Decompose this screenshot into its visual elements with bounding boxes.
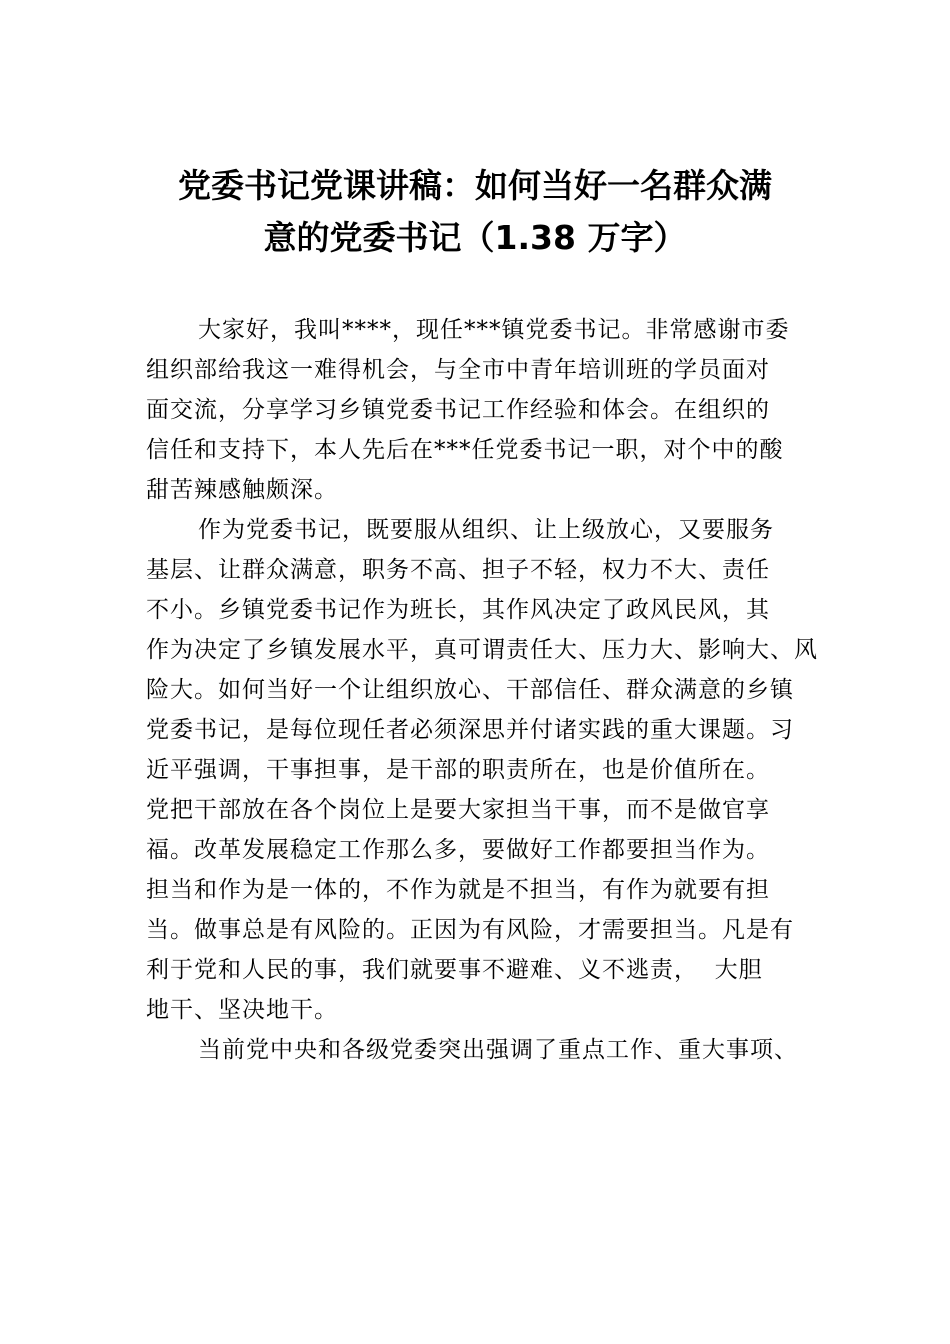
text-line: 组织部给我这一难得机会，与全市中青年培训班的学员面对 xyxy=(146,357,770,383)
text-line: 面交流，分享学习乡镇党委书记工作经验和体会。在组织的 xyxy=(146,397,770,423)
text-line: 担当和作为是一体的，不作为就是不担当，有作为就要有担 xyxy=(146,877,770,903)
text-line: 党委书记，是每位现任者必须深思并付诸实践的重大课题。习 xyxy=(146,717,794,743)
text-line: 当。做事总是有风险的。正因为有风险，才需要担当。凡是有 xyxy=(146,917,794,943)
text-line: 地干、坚决地干。 xyxy=(146,997,338,1023)
paragraph-3 xyxy=(146,1030,836,1070)
document-body xyxy=(146,310,836,1070)
text-line: 作为决定了乡镇发展水平，真可谓责任大、压力大、影响大、风 xyxy=(146,637,818,663)
text-line: 福。改革发展稳定工作那么多，要做好工作都要担当作为。 xyxy=(146,837,770,863)
text-line: 当前党中央和各级党委突出强调了重点工作、重大事项、 xyxy=(198,1037,798,1063)
text-line: 不小。乡镇党委书记作为班长，其作风决定了政风民风，其 xyxy=(146,597,770,623)
text-line: 大家好，我叫****，现任***镇党委书记。非常感谢市委 xyxy=(198,317,790,343)
paragraph-2 xyxy=(146,510,836,1030)
text-line: 信任和支持下，本人先后在***任党委书记一职，对个中的酸 xyxy=(146,437,784,463)
paragraph-1 xyxy=(146,310,836,510)
text-line: 基层、让群众满意，职务不高、担子不轻，权力不大、责任 xyxy=(146,557,770,583)
text-line: 党把干部放在各个岗位上是要大家担当干事，而不是做官享 xyxy=(146,797,770,823)
text-line: 近平强调，干事担事，是干部的职责所在，也是价值所在。 xyxy=(146,757,770,783)
title-line: 意的党委书记（1.38 万字） xyxy=(263,218,687,257)
text-line: 险大。如何当好一个让组织放心、干部信任、群众满意的乡镇 xyxy=(146,677,794,703)
document-title xyxy=(130,160,820,264)
text-line: 利于党和人民的事，我们就要事不避难、义不逃责， 大胆 xyxy=(146,957,763,983)
text-line: 甜苦辣感触颇深。 xyxy=(146,477,338,503)
text-line: 作为党委书记，既要服从组织、让上级放心，又要服务 xyxy=(198,517,774,543)
title-line: 党委书记党课讲稿：如何当好一名群众满 xyxy=(178,166,772,205)
